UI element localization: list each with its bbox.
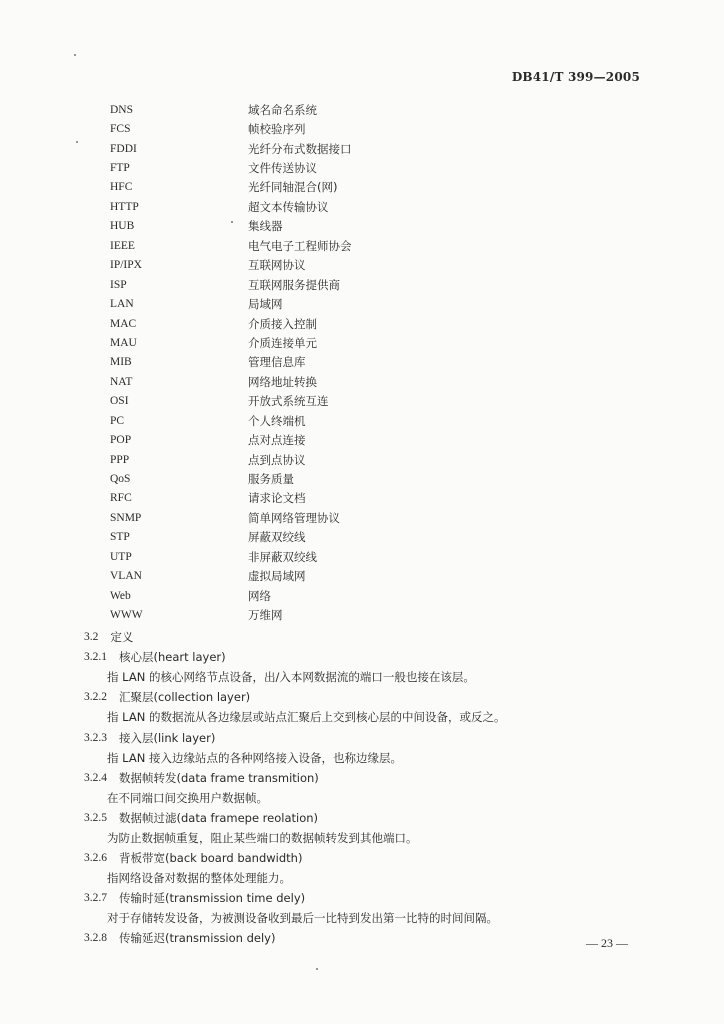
abbreviation-row bbox=[110, 256, 590, 275]
definition-number: 3.2.4 bbox=[84, 771, 107, 784]
abbreviation-term: QoS bbox=[110, 473, 131, 486]
abbreviation-row bbox=[110, 489, 590, 508]
abbreviation-meaning: 介质接入控制 bbox=[248, 316, 317, 331]
definition-title: 汇聚层(collection layer) bbox=[119, 690, 251, 705]
scan-speck bbox=[231, 221, 233, 223]
definition-title: 核心层(heart layer) bbox=[119, 650, 226, 665]
abbreviation-row bbox=[110, 178, 590, 197]
abbreviation-term: PPP bbox=[110, 453, 130, 466]
abbreviation-meaning: 开放式系统互连 bbox=[248, 394, 329, 409]
abbreviation-row bbox=[110, 333, 590, 352]
definition-list bbox=[84, 647, 644, 948]
definition-heading bbox=[84, 768, 644, 788]
abbreviation-meaning: 文件传送协议 bbox=[248, 161, 317, 176]
abbreviation-term: RFC bbox=[110, 492, 132, 505]
abbreviation-row bbox=[110, 197, 590, 216]
definition-number: 3.2.6 bbox=[84, 852, 107, 865]
abbreviation-row bbox=[110, 430, 590, 449]
definition-heading bbox=[84, 808, 644, 828]
abbreviation-row bbox=[110, 372, 590, 391]
abbreviation-row bbox=[110, 294, 590, 313]
definition-body: 在不同端口间交换用户数据帧。 bbox=[107, 790, 268, 805]
abbreviation-term: MIB bbox=[110, 356, 132, 369]
definition-number: 3.2.7 bbox=[84, 892, 107, 905]
document-code: DB41/T 399—2005 bbox=[511, 70, 640, 84]
abbreviation-row bbox=[110, 567, 590, 586]
abbreviation-row bbox=[110, 392, 590, 411]
abbreviation-row bbox=[110, 158, 590, 177]
section-title: 定义 bbox=[110, 630, 134, 645]
abbreviation-row bbox=[110, 314, 590, 333]
abbreviation-row bbox=[110, 605, 590, 624]
definition-title: 数据帧过滤(data framepe reolation) bbox=[119, 810, 319, 825]
abbreviation-meaning: 请求论文档 bbox=[248, 491, 306, 506]
abbreviation-term: SNMP bbox=[110, 511, 142, 524]
definition-title: 数据帧转发(data frame transmition) bbox=[119, 770, 319, 785]
abbreviation-row bbox=[110, 275, 590, 294]
abbreviation-meaning: 个人终端机 bbox=[248, 413, 306, 428]
abbreviation-meaning: 超文本传输协议 bbox=[248, 199, 329, 214]
page-number: — 23 — bbox=[586, 936, 628, 950]
abbreviation-term: MAC bbox=[110, 317, 137, 330]
abbreviation-term: WWW bbox=[110, 609, 143, 622]
scan-speck bbox=[76, 141, 78, 143]
abbreviation-meaning: 光纤分布式数据接口 bbox=[248, 141, 352, 156]
abbreviation-row bbox=[110, 508, 590, 527]
abbreviation-term: PC bbox=[110, 414, 125, 427]
section-heading bbox=[84, 627, 644, 647]
abbreviation-term: DNS bbox=[110, 103, 134, 116]
abbreviation-row bbox=[110, 100, 590, 119]
abbreviation-meaning: 网络 bbox=[248, 588, 271, 603]
abbreviation-row bbox=[110, 528, 590, 547]
abbreviation-meaning: 帧校验序列 bbox=[248, 122, 306, 137]
abbreviation-meaning: 互联网协议 bbox=[248, 258, 306, 273]
abbreviation-row bbox=[110, 586, 590, 605]
definition-body: 指 LAN 的核心网络节点设备，出/入本网数据流的端口一般也接在该层。 bbox=[107, 670, 475, 685]
abbreviation-term: STP bbox=[110, 531, 130, 544]
abbreviation-row bbox=[110, 469, 590, 488]
abbreviation-term: FCS bbox=[110, 123, 131, 136]
abbreviation-meaning: 服务质量 bbox=[248, 472, 294, 487]
abbreviation-term: MAU bbox=[110, 336, 137, 349]
abbreviation-term: ISP bbox=[110, 278, 127, 291]
abbreviation-row bbox=[110, 139, 590, 158]
abbreviation-term: VLAN bbox=[110, 570, 142, 583]
definition-body: 为防止数据帧重复，阻止某些端口的数据帧转发到其他端口。 bbox=[107, 830, 418, 845]
abbreviation-term: HTTP bbox=[110, 200, 139, 213]
definition-heading bbox=[84, 848, 644, 868]
definition-title: 接入层(link layer) bbox=[119, 730, 216, 745]
abbreviation-term: HUB bbox=[110, 220, 135, 233]
abbreviation-term: NAT bbox=[110, 375, 133, 388]
abbreviation-term: FDDI bbox=[110, 142, 137, 155]
abbreviation-row bbox=[110, 217, 590, 236]
definition-heading bbox=[84, 928, 644, 948]
abbreviation-meaning: 局域网 bbox=[248, 297, 283, 312]
abbreviation-term: LAN bbox=[110, 298, 134, 311]
abbreviation-meaning: 域名命名系统 bbox=[248, 102, 317, 117]
abbreviation-meaning: 点到点协议 bbox=[248, 452, 306, 467]
abbreviation-term: IP/IPX bbox=[110, 259, 142, 272]
scan-speck bbox=[316, 968, 318, 970]
definition-heading bbox=[84, 888, 644, 908]
abbreviation-term: POP bbox=[110, 434, 132, 447]
definition-number: 3.2.2 bbox=[84, 691, 107, 704]
abbreviation-term: FTP bbox=[110, 162, 130, 175]
abbreviation-row bbox=[110, 547, 590, 566]
abbreviation-meaning: 非屏蔽双绞线 bbox=[248, 549, 317, 564]
definitions-section bbox=[84, 627, 644, 949]
abbreviation-list bbox=[110, 100, 590, 625]
abbreviation-meaning: 点对点连接 bbox=[248, 433, 306, 448]
section-number: 3.2 bbox=[84, 631, 99, 644]
abbreviation-term: Web bbox=[110, 589, 131, 602]
abbreviation-term: HFC bbox=[110, 181, 133, 194]
definition-heading bbox=[84, 727, 644, 747]
abbreviation-row bbox=[110, 236, 590, 255]
definition-body: 指 LAN 接入边缘站点的各种网络接入设备，也称边缘层。 bbox=[107, 750, 402, 765]
abbreviation-meaning: 网络地址转换 bbox=[248, 374, 317, 389]
abbreviation-row bbox=[110, 353, 590, 372]
abbreviation-meaning: 光纤同轴混合(网) bbox=[248, 180, 338, 195]
definition-number: 3.2.8 bbox=[84, 932, 107, 945]
definition-number: 3.2.5 bbox=[84, 811, 107, 824]
abbreviation-term: UTP bbox=[110, 550, 132, 563]
definition-body: 对于存储转发设备，为被测设备收到最后一比特到发出第一比特的时间间隔。 bbox=[107, 911, 498, 926]
definition-body: 指 LAN 的数据流从各边缘层或站点汇聚后上交到核心层的中间设备，或反之。 bbox=[107, 710, 506, 725]
definition-body: 指网络设备对数据的整体处理能力。 bbox=[107, 871, 291, 886]
abbreviation-row bbox=[110, 450, 590, 469]
scan-speck bbox=[74, 54, 76, 56]
definition-heading bbox=[84, 647, 644, 667]
abbreviation-meaning: 万维网 bbox=[248, 608, 283, 623]
abbreviation-row bbox=[110, 119, 590, 138]
abbreviation-meaning: 虚拟局域网 bbox=[248, 569, 306, 584]
definition-heading bbox=[84, 687, 644, 707]
abbreviation-meaning: 管理信息库 bbox=[248, 355, 306, 370]
definition-title: 背板带宽(back board bandwidth) bbox=[119, 851, 303, 866]
abbreviation-term: IEEE bbox=[110, 239, 135, 252]
abbreviation-meaning: 电气电子工程师协会 bbox=[248, 238, 352, 253]
abbreviation-row bbox=[110, 411, 590, 430]
abbreviation-meaning: 介质连接单元 bbox=[248, 335, 317, 350]
definition-title: 传输时延(transmission time dely) bbox=[119, 891, 306, 906]
abbreviation-term: OSI bbox=[110, 395, 129, 408]
definition-title: 传输延迟(transmission dely) bbox=[119, 931, 276, 946]
abbreviation-meaning: 集线器 bbox=[248, 219, 283, 234]
definition-number: 3.2.3 bbox=[84, 731, 107, 744]
definition-number: 3.2.1 bbox=[84, 651, 107, 664]
abbreviation-meaning: 简单网络管理协议 bbox=[248, 510, 340, 525]
abbreviation-meaning: 屏蔽双绞线 bbox=[248, 530, 306, 545]
abbreviation-meaning: 互联网服务提供商 bbox=[248, 277, 340, 292]
